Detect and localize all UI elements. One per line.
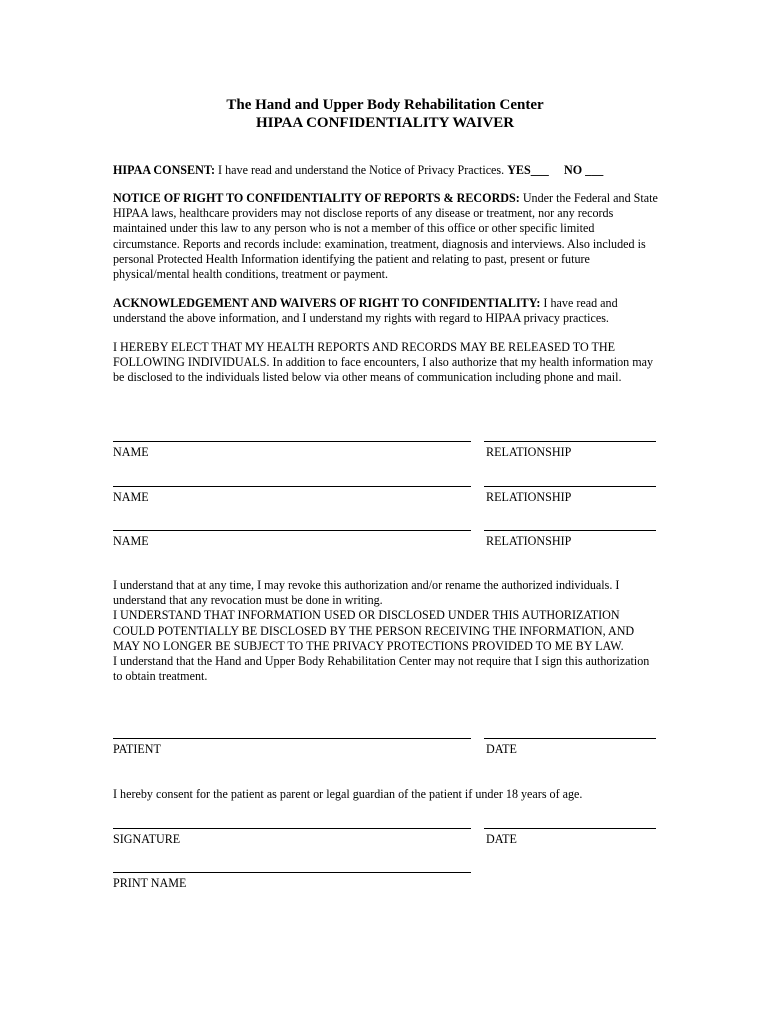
patient-signature-line[interactable] <box>113 738 471 739</box>
patient-label: PATIENT <box>113 742 161 756</box>
name-line-3[interactable] <box>113 530 471 531</box>
notice-text: Under the Federal and State HIPAA laws, healthcare providers may not disclose reports of any disease or treatment, nor any records maintained under this law to any person who is not a member of this office or other specific limited circumstance. Reports and records include: examination, treatment, diagnosis and interviews. Also included is personal Protected Health Information identifying the patient and relating to past, present or future physical/mental health conditions, treatment or payment. <box>113 191 658 282</box>
patient-date-label: DATE <box>486 742 517 756</box>
acknowledgement-label: ACKNOWLEDGEMENT AND WAIVERS OF RIGHT TO CONFIDENTIALITY: <box>113 296 541 310</box>
signature-label: SIGNATURE <box>113 832 181 846</box>
relationship-label-1: RELATIONSHIP <box>486 445 572 459</box>
center-name: The Hand and Upper Body Rehabilitation Center <box>226 97 544 113</box>
hipaa-consent <box>113 163 661 178</box>
guardian-consent-text: I hereby consent for the patient as parent or legal guardian of the patient if under 18 years of age. <box>113 787 583 801</box>
name-line-1[interactable] <box>113 441 471 442</box>
relationship-label-3: RELATIONSHIP <box>486 534 572 548</box>
guardian-date-label: DATE <box>486 832 517 846</box>
waiver-title: HIPAA CONFIDENTIALITY WAIVER <box>255 115 515 131</box>
relationship-line-2[interactable] <box>484 486 656 487</box>
disclosure-warning: I UNDERSTAND THAT INFORMATION USED OR DISCLOSED UNDER THIS AUTHORIZATION COULD POTENTIALLY BE DISCLOSED BY THE PERSON RECEIVING THE INFORMATION, AND MAY NO LONGER BE SUBJECT TO THE PRIVACY PROTECTIONS PROVIDED TO ME BY LAW. <box>113 608 635 653</box>
notice-paragraph <box>113 191 661 282</box>
consent-yes-option[interactable]: YES___ <box>507 163 549 177</box>
acknowledgement-paragraph <box>113 296 661 326</box>
elect-paragraph: I HEREBY ELECT THAT MY HEALTH REPORTS AND RECORDS MAY BE RELEASED TO THE FOLLOWING INDIVIDUALS. In addition to face encounters, I also authorize that my health information may be disclosed to the individuals listed below via other means of communication including phone and mail. <box>113 340 654 385</box>
name-label-3: NAME <box>113 534 149 548</box>
acknowledgement-text: I have read and understand the above information, and I understand my rights with regard to HIPAA privacy practices. <box>113 296 618 326</box>
guardian-signature-line[interactable] <box>113 828 471 829</box>
hipaa-consent-text: I have read and understand the Notice of Privacy Practices. <box>215 163 508 177</box>
name-label-1: NAME <box>113 445 149 459</box>
guardian-date-line[interactable] <box>484 828 656 829</box>
consent-no-option[interactable]: NO ___ <box>563 163 604 177</box>
name-label-2: NAME <box>113 490 149 504</box>
notice-label: NOTICE OF RIGHT TO CONFIDENTIALITY OF REPORTS & RECORDS: <box>113 191 520 205</box>
form-title <box>0 96 770 132</box>
revocation-statements <box>113 578 661 684</box>
patient-date-line[interactable] <box>484 738 656 739</box>
treatment-statement: I understand that the Hand and Upper Body Rehabilitation Center may not require that I sign this authorization to obtain treatment. <box>113 654 650 684</box>
print-name-label: PRINT NAME <box>113 876 187 890</box>
relationship-line-3[interactable] <box>484 530 656 531</box>
revocation-text: I understand that at any time, I may revoke this authorization and/or rename the authorized individuals. I understand that any revocation must be done in writing. <box>113 578 620 608</box>
print-name-line[interactable] <box>113 872 471 873</box>
relationship-line-1[interactable] <box>484 441 656 442</box>
hipaa-consent-label: HIPAA CONSENT: <box>113 163 216 177</box>
name-line-2[interactable] <box>113 486 471 487</box>
relationship-label-2: RELATIONSHIP <box>486 490 572 504</box>
